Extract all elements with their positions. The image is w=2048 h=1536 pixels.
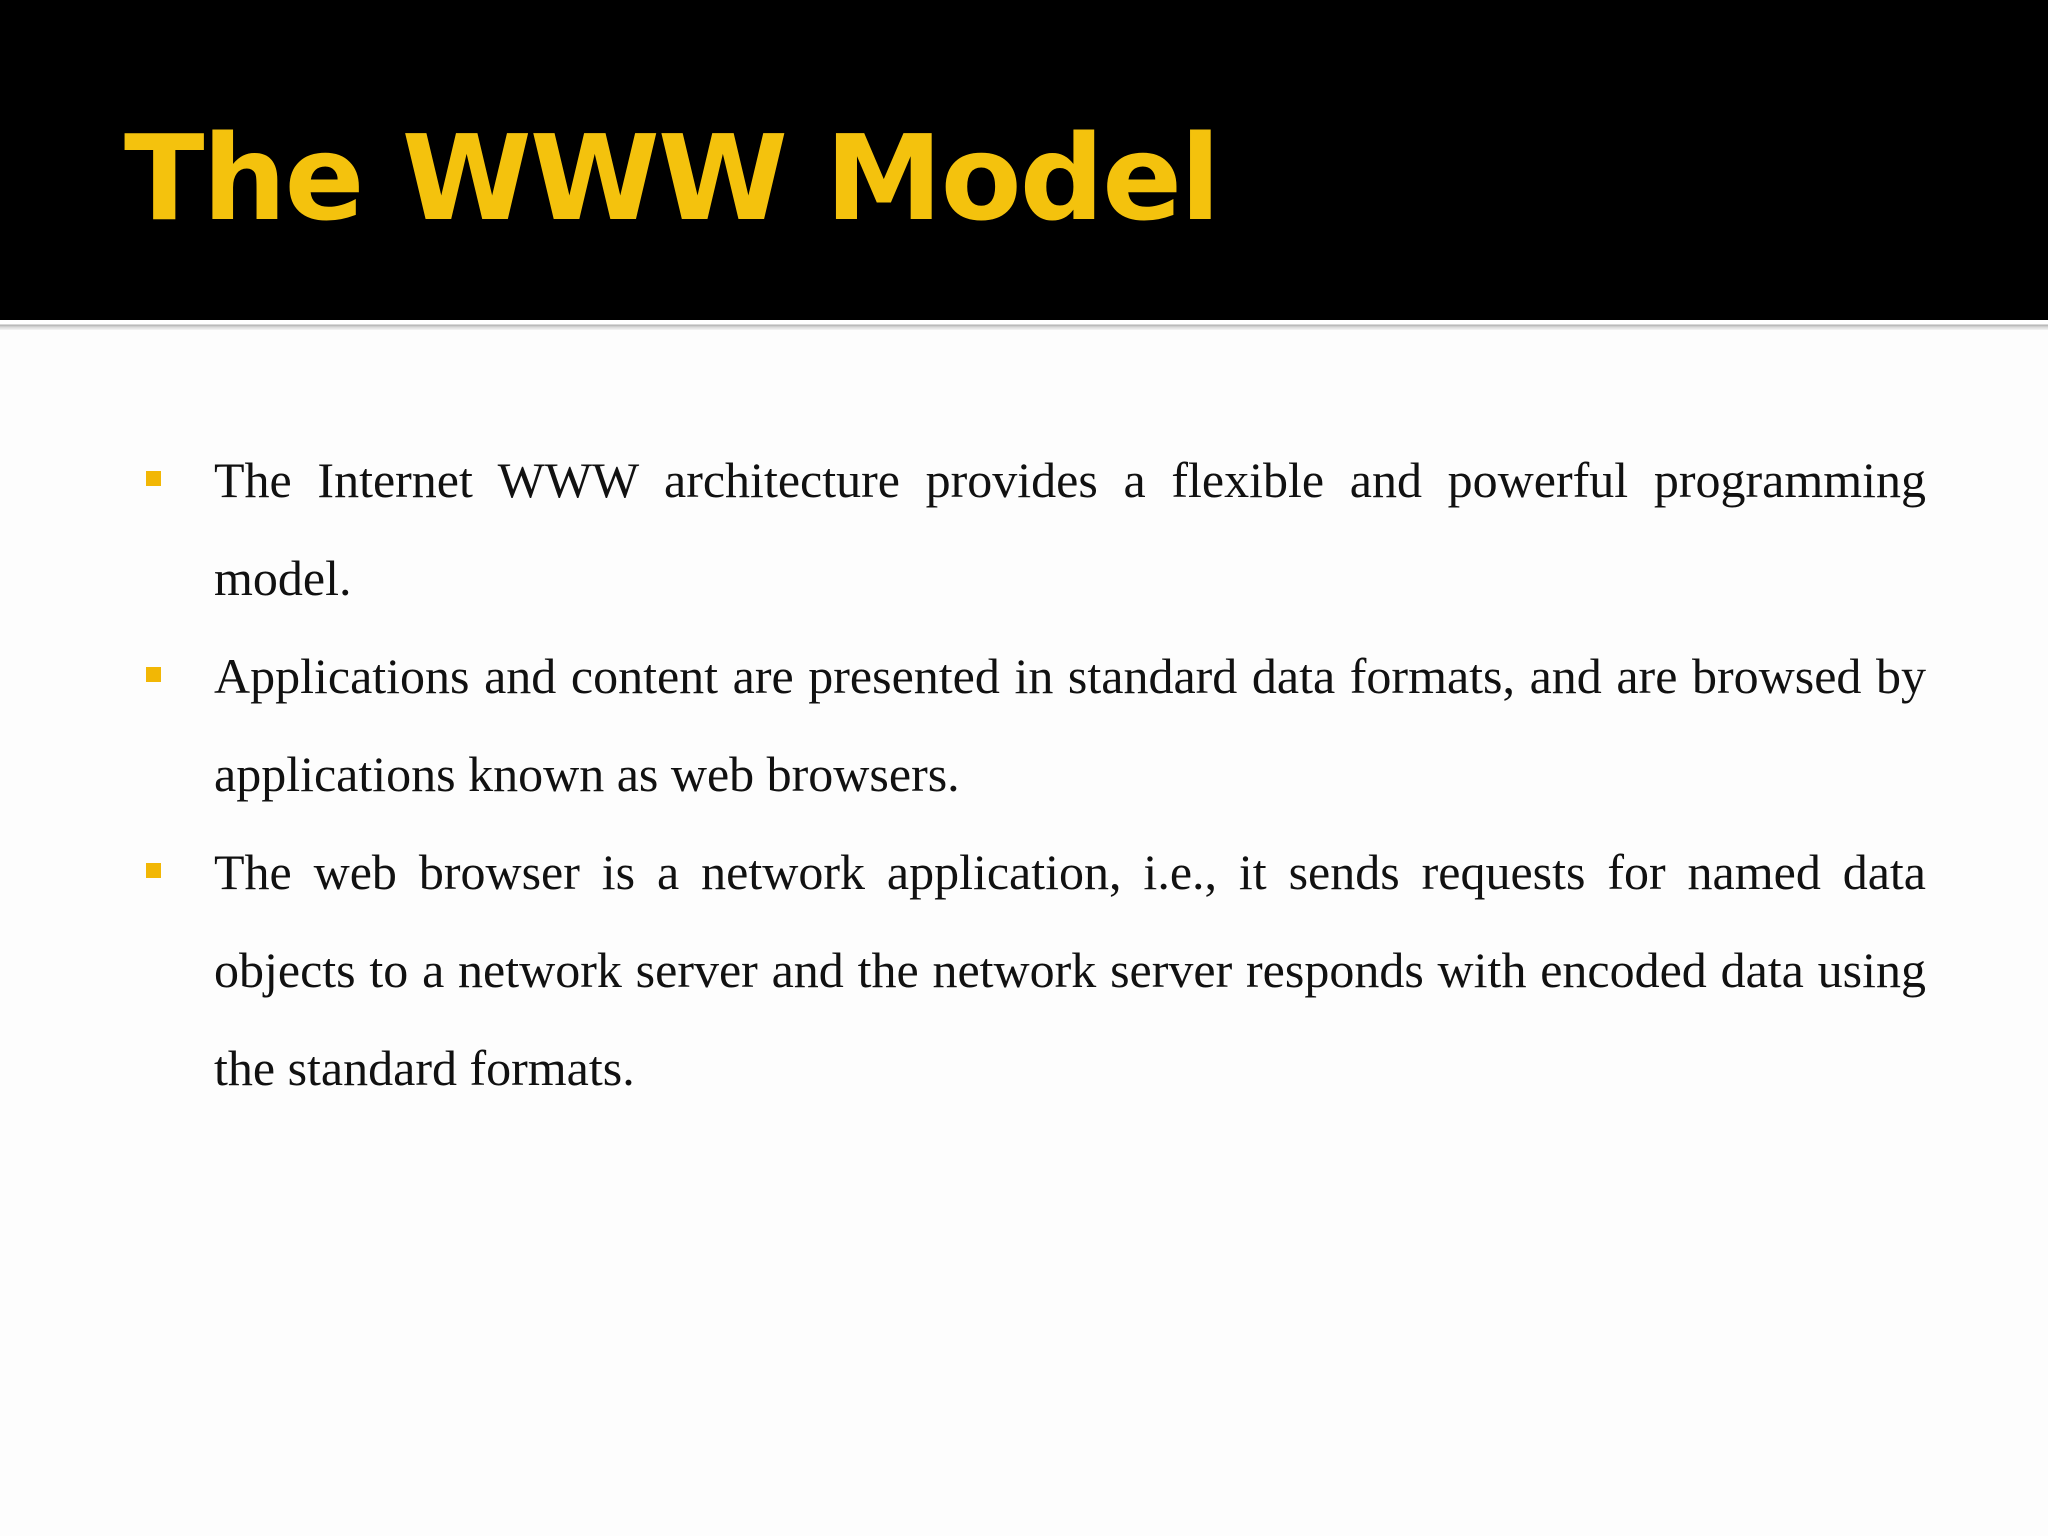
bullet-item — [140, 627, 1926, 823]
bullet-list — [140, 431, 1926, 1117]
square-bullet-icon — [146, 667, 161, 682]
square-bullet-icon — [146, 863, 161, 878]
bullet-text: The web browser is a network application, i.e., it sends requests for named data objects to a network server and the network server responds with encoded data using the standard formats. — [214, 844, 1926, 1096]
slide-title: The WWW Model — [124, 109, 1219, 247]
bullet-item — [140, 823, 1926, 1117]
title-divider — [0, 320, 2048, 330]
bullet-text: The Internet WWW architecture provides a flexible and powerful programming model. — [214, 452, 1926, 606]
square-bullet-icon — [146, 471, 161, 486]
bullet-text: Applications and content are presented in standard data formats, and are browsed by applications known as web browsers. — [214, 648, 1926, 802]
title-bar — [0, 0, 2048, 320]
bullet-item — [140, 431, 1926, 627]
